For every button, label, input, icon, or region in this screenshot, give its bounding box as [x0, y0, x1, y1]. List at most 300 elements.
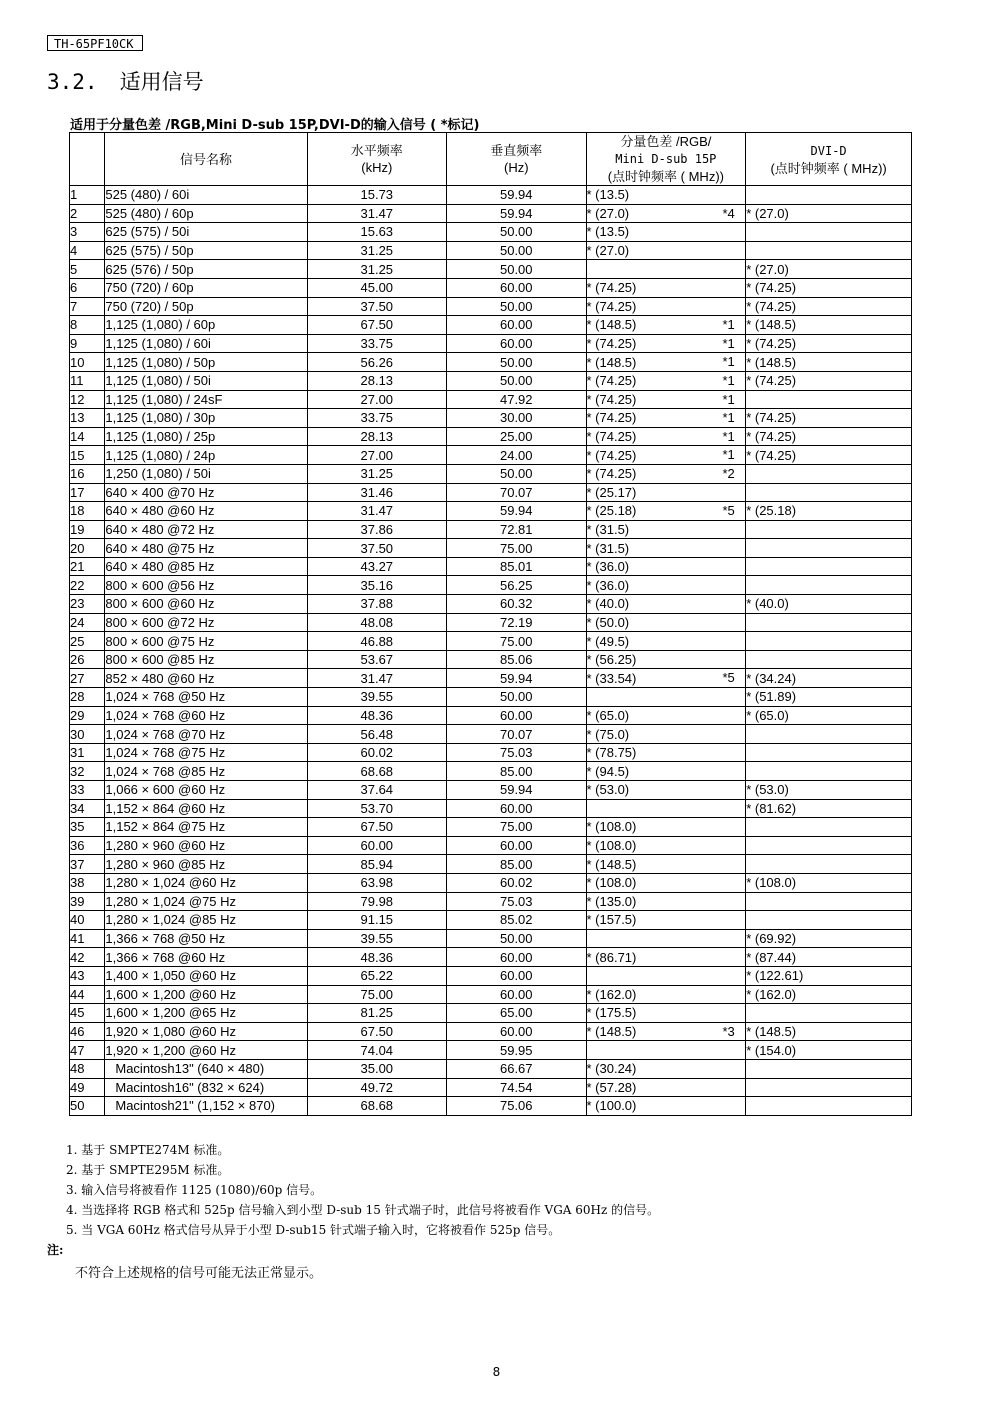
header-h-freq-label: 水平频率 — [350, 143, 403, 158]
component-clock-value: * (40.0) — [586, 596, 630, 612]
dvi-clock: * (69.92) — [746, 929, 912, 948]
header-v-freq-unit: (Hz) — [503, 160, 529, 175]
dvi-clock — [746, 223, 912, 242]
dvi-clock: * (74.25) — [746, 371, 912, 390]
component-clock-value: * (31.5) — [586, 540, 630, 556]
component-clock — [586, 464, 746, 483]
table-row — [70, 371, 912, 390]
row-index: 34 — [70, 799, 105, 818]
table-row — [70, 948, 912, 967]
row-index: 17 — [70, 483, 105, 502]
footnote-mark: *2 — [722, 465, 735, 481]
footnote-mark: *1 — [722, 335, 735, 351]
component-clock-value: * (75.0) — [586, 726, 630, 742]
component-clock — [586, 743, 746, 762]
row-index: 47 — [70, 1041, 105, 1060]
row-index: 8 — [70, 316, 105, 335]
table-row — [70, 632, 912, 651]
signal-name: 525 (480) / 60i — [105, 186, 307, 205]
row-index: 3 — [70, 223, 105, 242]
signal-name: 800 × 600 @72 Hz — [105, 613, 307, 632]
h-freq: 15.63 — [307, 223, 446, 242]
table-row — [70, 725, 912, 744]
v-freq: 60.00 — [447, 278, 586, 297]
component-clock-value: * (162.0) — [586, 986, 637, 1002]
component-clock — [586, 892, 746, 911]
header-dvi-clock: (点时钟频率 ( MHz)) — [770, 160, 887, 176]
table-row — [70, 520, 912, 539]
v-freq: 85.01 — [447, 557, 586, 576]
component-clock — [586, 409, 746, 428]
v-freq: 47.92 — [447, 390, 586, 409]
component-clock — [586, 1041, 746, 1060]
v-freq: 85.02 — [447, 911, 586, 930]
v-freq: 24.00 — [447, 446, 586, 465]
table-row — [70, 223, 912, 242]
component-clock-value: * (108.0) — [586, 838, 637, 854]
table-header-row — [70, 133, 912, 186]
component-clock-value: * (74.25) — [586, 391, 637, 407]
dvi-clock — [746, 241, 912, 260]
component-clock — [586, 316, 746, 335]
signal-name: 1,066 × 600 @60 Hz — [105, 781, 307, 800]
row-index: 23 — [70, 595, 105, 614]
signal-name: 1,125 (1,080) / 50p — [105, 353, 307, 372]
component-clock — [586, 1059, 746, 1078]
signal-name: 800 × 600 @85 Hz — [105, 650, 307, 669]
dvi-clock: * (51.89) — [746, 688, 912, 707]
table-row — [70, 1078, 912, 1097]
header-component — [586, 133, 746, 186]
component-clock-value: * (57.28) — [586, 1079, 637, 1095]
row-index: 13 — [70, 409, 105, 428]
row-index: 25 — [70, 632, 105, 651]
row-index: 1 — [70, 186, 105, 205]
component-clock — [586, 204, 746, 223]
dvi-clock — [746, 1059, 912, 1078]
signal-name: 1,366 × 768 @50 Hz — [105, 929, 307, 948]
component-clock-value: * (27.0) — [586, 205, 630, 221]
signal-name: 640 × 400 @70 Hz — [105, 483, 307, 502]
h-freq: 63.98 — [307, 873, 446, 892]
h-freq: 28.13 — [307, 371, 446, 390]
h-freq: 31.25 — [307, 241, 446, 260]
row-index: 22 — [70, 576, 105, 595]
row-index: 20 — [70, 539, 105, 558]
component-clock-value: * (13.5) — [586, 224, 630, 240]
row-index: 43 — [70, 966, 105, 985]
v-freq: 60.00 — [447, 706, 586, 725]
h-freq: 31.46 — [307, 483, 446, 502]
component-clock — [586, 427, 746, 446]
v-freq: 25.00 — [447, 427, 586, 446]
h-freq: 67.50 — [307, 316, 446, 335]
table-row — [70, 353, 912, 372]
table-row — [70, 186, 912, 205]
signal-name: 852 × 480 @60 Hz — [105, 669, 307, 688]
footnote-mark: *1 — [722, 410, 735, 426]
dvi-clock — [746, 1097, 912, 1116]
dvi-clock: * (53.0) — [746, 781, 912, 800]
row-index: 10 — [70, 353, 105, 372]
v-freq: 30.00 — [447, 409, 586, 428]
h-freq: 60.00 — [307, 836, 446, 855]
row-index: 40 — [70, 911, 105, 930]
component-clock — [586, 929, 746, 948]
footnote-mark: *3 — [722, 1023, 735, 1039]
v-freq: 50.00 — [447, 371, 586, 390]
dvi-clock: * (25.18) — [746, 502, 912, 521]
h-freq: 33.75 — [307, 334, 446, 353]
h-freq: 15.73 — [307, 186, 446, 205]
footnote-mark: *1 — [722, 447, 735, 463]
h-freq: 85.94 — [307, 855, 446, 874]
h-freq: 27.00 — [307, 446, 446, 465]
signal-name: Macintosh21" (1,152 × 870) — [105, 1097, 307, 1116]
component-clock — [586, 1022, 746, 1041]
component-clock-value: * (25.17) — [586, 484, 637, 500]
signal-name: Macintosh13" (640 × 480) — [105, 1059, 307, 1078]
footnote-mark: *1 — [722, 317, 735, 333]
row-index: 32 — [70, 762, 105, 781]
v-freq: 65.00 — [447, 1004, 586, 1023]
page-number: 8 — [492, 1365, 501, 1379]
v-freq: 59.95 — [447, 1041, 586, 1060]
dvi-clock — [746, 911, 912, 930]
h-freq: 68.68 — [307, 762, 446, 781]
v-freq: 50.00 — [447, 929, 586, 948]
table-row — [70, 781, 912, 800]
h-freq: 67.50 — [307, 818, 446, 837]
component-clock — [586, 390, 746, 409]
table-row — [70, 762, 912, 781]
footnote: 2. 基于 SMPTE295M 标准。 — [66, 1163, 230, 1177]
row-index: 42 — [70, 948, 105, 967]
table-row — [70, 483, 912, 502]
signal-table — [69, 132, 912, 1116]
table-row — [70, 1059, 912, 1078]
signal-name: 1,152 × 864 @60 Hz — [105, 799, 307, 818]
note-text: 不符合上述规格的信号可能无法正常显示。 — [75, 1266, 323, 1281]
h-freq: 81.25 — [307, 1004, 446, 1023]
v-freq: 60.02 — [447, 873, 586, 892]
row-index: 50 — [70, 1097, 105, 1116]
dvi-clock — [746, 390, 912, 409]
v-freq: 60.00 — [447, 799, 586, 818]
signal-name: 640 × 480 @60 Hz — [105, 502, 307, 521]
dvi-clock: * (74.25) — [746, 297, 912, 316]
signal-name: 1,600 × 1,200 @60 Hz — [105, 985, 307, 1004]
component-clock-value: * (74.25) — [586, 410, 637, 426]
component-clock — [586, 706, 746, 725]
component-clock-value: * (50.0) — [586, 614, 630, 630]
v-freq: 50.00 — [447, 353, 586, 372]
table-row — [70, 1022, 912, 1041]
table-row — [70, 650, 912, 669]
table-row — [70, 688, 912, 707]
row-index: 14 — [70, 427, 105, 446]
h-freq: 39.55 — [307, 929, 446, 948]
v-freq: 72.81 — [447, 520, 586, 539]
h-freq: 68.68 — [307, 1097, 446, 1116]
component-clock-value: * (30.24) — [586, 1061, 637, 1077]
signal-name: 1,125 (1,080) / 25p — [105, 427, 307, 446]
h-freq: 35.16 — [307, 576, 446, 595]
table-row — [70, 706, 912, 725]
row-index: 6 — [70, 278, 105, 297]
component-clock — [586, 613, 746, 632]
component-clock-value: * (108.0) — [586, 875, 637, 891]
v-freq: 50.00 — [447, 688, 586, 707]
component-clock — [586, 539, 746, 558]
row-index: 37 — [70, 855, 105, 874]
row-index: 24 — [70, 613, 105, 632]
v-freq: 50.00 — [447, 241, 586, 260]
component-clock-value: * (53.0) — [586, 782, 630, 798]
v-freq: 60.00 — [447, 1022, 586, 1041]
signal-name: 1,280 × 1,024 @85 Hz — [105, 911, 307, 930]
table-row — [70, 427, 912, 446]
row-index: 27 — [70, 669, 105, 688]
signal-name: 525 (480) / 60p — [105, 204, 307, 223]
header-signal-name: 信号名称 — [105, 133, 307, 186]
signal-name: 1,600 × 1,200 @65 Hz — [105, 1004, 307, 1023]
dvi-clock: * (74.25) — [746, 446, 912, 465]
signal-name: 625 (576) / 50p — [105, 260, 307, 279]
component-clock-value: * (148.5) — [586, 1024, 637, 1040]
h-freq: 31.47 — [307, 204, 446, 223]
v-freq: 75.00 — [447, 632, 586, 651]
table-row — [70, 241, 912, 260]
component-clock-value: * (148.5) — [586, 317, 637, 333]
signal-name: 1,125 (1,080) / 30p — [105, 409, 307, 428]
dvi-clock: * (74.25) — [746, 278, 912, 297]
h-freq: 31.25 — [307, 464, 446, 483]
dvi-clock — [746, 186, 912, 205]
signal-name: 750 (720) / 60p — [105, 278, 307, 297]
v-freq: 59.94 — [447, 204, 586, 223]
v-freq: 60.00 — [447, 316, 586, 335]
row-index: 31 — [70, 743, 105, 762]
component-clock — [586, 278, 746, 297]
row-index: 35 — [70, 818, 105, 837]
table-row — [70, 595, 912, 614]
dvi-clock: * (148.5) — [746, 1022, 912, 1041]
signal-name: 1,920 × 1,080 @60 Hz — [105, 1022, 307, 1041]
component-clock — [586, 818, 746, 837]
signal-name: 640 × 480 @85 Hz — [105, 557, 307, 576]
h-freq: 91.15 — [307, 911, 446, 930]
h-freq: 46.88 — [307, 632, 446, 651]
dvi-clock — [746, 632, 912, 651]
component-clock — [586, 873, 746, 892]
table-row — [70, 985, 912, 1004]
component-clock — [586, 260, 746, 279]
signal-name: 1,125 (1,080) / 24sF — [105, 390, 307, 409]
v-freq: 59.94 — [447, 186, 586, 205]
component-clock — [586, 762, 746, 781]
v-freq: 85.00 — [447, 762, 586, 781]
v-freq: 50.00 — [447, 297, 586, 316]
signal-name: 1,920 × 1,200 @60 Hz — [105, 1041, 307, 1060]
signal-name: 1,250 (1,080) / 50i — [105, 464, 307, 483]
row-index: 16 — [70, 464, 105, 483]
signal-name: 625 (575) / 50p — [105, 241, 307, 260]
v-freq: 74.54 — [447, 1078, 586, 1097]
h-freq: 48.36 — [307, 706, 446, 725]
component-clock — [586, 632, 746, 651]
component-clock — [586, 446, 746, 465]
table-row — [70, 669, 912, 688]
dvi-clock — [746, 650, 912, 669]
section-heading — [47, 66, 204, 96]
component-clock — [586, 1004, 746, 1023]
signal-name: 1,280 × 960 @85 Hz — [105, 855, 307, 874]
h-freq: 31.47 — [307, 669, 446, 688]
dvi-clock: * (65.0) — [746, 706, 912, 725]
v-freq: 60.00 — [447, 836, 586, 855]
header-h-freq-unit: (kHz) — [361, 160, 393, 175]
component-clock-value: * (74.25) — [586, 280, 637, 296]
v-freq: 75.00 — [447, 818, 586, 837]
dvi-clock — [746, 483, 912, 502]
dvi-clock: * (108.0) — [746, 873, 912, 892]
component-clock-value: * (100.0) — [586, 1098, 637, 1114]
signal-name: 1,024 × 768 @85 Hz — [105, 762, 307, 781]
component-clock-value: * (175.5) — [586, 1005, 637, 1021]
component-clock — [586, 297, 746, 316]
row-index: 45 — [70, 1004, 105, 1023]
v-freq: 75.00 — [447, 539, 586, 558]
dvi-clock — [746, 725, 912, 744]
signal-name: 1,280 × 1,024 @75 Hz — [105, 892, 307, 911]
table-row — [70, 1097, 912, 1116]
component-clock-value: * (148.5) — [586, 354, 637, 370]
row-index: 19 — [70, 520, 105, 539]
table-row — [70, 911, 912, 930]
table-row — [70, 966, 912, 985]
v-freq: 70.07 — [447, 725, 586, 744]
footnote: 3. 输入信号将被看作 1125 (1080)/60p 信号。 — [66, 1183, 323, 1197]
row-index: 9 — [70, 334, 105, 353]
table-row — [70, 334, 912, 353]
component-clock — [586, 557, 746, 576]
signal-name: 800 × 600 @75 Hz — [105, 632, 307, 651]
dvi-clock — [746, 836, 912, 855]
v-freq: 60.00 — [447, 334, 586, 353]
component-clock — [586, 781, 746, 800]
v-freq: 56.25 — [447, 576, 586, 595]
v-freq: 59.94 — [447, 781, 586, 800]
table-row — [70, 836, 912, 855]
component-clock-value: * (13.5) — [586, 187, 630, 203]
component-clock — [586, 186, 746, 205]
table-row — [70, 929, 912, 948]
v-freq: 60.00 — [447, 948, 586, 967]
h-freq: 53.70 — [307, 799, 446, 818]
table-row — [70, 409, 912, 428]
header-v-freq — [447, 133, 586, 186]
table-row — [70, 316, 912, 335]
header-component-label: 分量色差 /RGB/ — [620, 134, 712, 149]
component-clock-value: * (74.25) — [586, 336, 637, 352]
signal-name: 625 (575) / 50i — [105, 223, 307, 242]
dvi-clock — [746, 892, 912, 911]
header-dvi — [746, 133, 912, 186]
component-clock-value: * (78.75) — [586, 745, 637, 761]
component-clock-value: * (74.25) — [586, 429, 637, 445]
signal-name: Macintosh16" (832 × 624) — [105, 1078, 307, 1097]
table-row — [70, 1041, 912, 1060]
footnote-mark: *1 — [722, 372, 735, 388]
dvi-clock: * (27.0) — [746, 204, 912, 223]
component-clock — [586, 520, 746, 539]
signal-name: 1,280 × 960 @60 Hz — [105, 836, 307, 855]
dvi-clock: * (34.24) — [746, 669, 912, 688]
row-index: 44 — [70, 985, 105, 1004]
table-row — [70, 799, 912, 818]
v-freq: 75.03 — [447, 892, 586, 911]
component-clock — [586, 576, 746, 595]
h-freq: 31.47 — [307, 502, 446, 521]
row-index: 11 — [70, 371, 105, 390]
component-clock — [586, 334, 746, 353]
h-freq: 56.48 — [307, 725, 446, 744]
dvi-clock — [746, 762, 912, 781]
row-index: 33 — [70, 781, 105, 800]
component-clock — [586, 595, 746, 614]
row-index: 30 — [70, 725, 105, 744]
table-row — [70, 576, 912, 595]
table-row — [70, 464, 912, 483]
dvi-clock — [746, 557, 912, 576]
dvi-clock — [746, 539, 912, 558]
dvi-clock: * (27.0) — [746, 260, 912, 279]
h-freq: 37.86 — [307, 520, 446, 539]
dvi-clock: * (148.5) — [746, 316, 912, 335]
component-clock-value: * (33.54) — [586, 670, 637, 686]
h-freq: 74.04 — [307, 1041, 446, 1060]
component-clock — [586, 371, 746, 390]
table-row — [70, 204, 912, 223]
section-title: 适用信号 — [119, 70, 204, 94]
header-component-sub: Mini D-sub 15P — [615, 152, 717, 166]
footnotes — [66, 1140, 659, 1240]
v-freq: 72.19 — [447, 613, 586, 632]
signal-name: 640 × 480 @72 Hz — [105, 520, 307, 539]
component-clock-value: * (108.0) — [586, 819, 637, 835]
row-index: 7 — [70, 297, 105, 316]
signal-name: 1,125 (1,080) / 60p — [105, 316, 307, 335]
v-freq: 50.00 — [447, 464, 586, 483]
table-row — [70, 743, 912, 762]
signal-name: 1,125 (1,080) / 50i — [105, 371, 307, 390]
h-freq: 60.02 — [307, 743, 446, 762]
v-freq: 59.94 — [447, 502, 586, 521]
component-clock — [586, 911, 746, 930]
footnote-mark: *4 — [722, 205, 735, 221]
v-freq: 60.00 — [447, 985, 586, 1004]
component-clock — [586, 223, 746, 242]
component-clock-value: * (36.0) — [586, 559, 630, 575]
footnote-mark: *1 — [722, 391, 735, 407]
signal-name: 1,024 × 768 @60 Hz — [105, 706, 307, 725]
h-freq: 28.13 — [307, 427, 446, 446]
component-clock-value: * (65.0) — [586, 707, 630, 723]
h-freq: 37.50 — [307, 539, 446, 558]
row-index: 2 — [70, 204, 105, 223]
dvi-clock: * (148.5) — [746, 353, 912, 372]
